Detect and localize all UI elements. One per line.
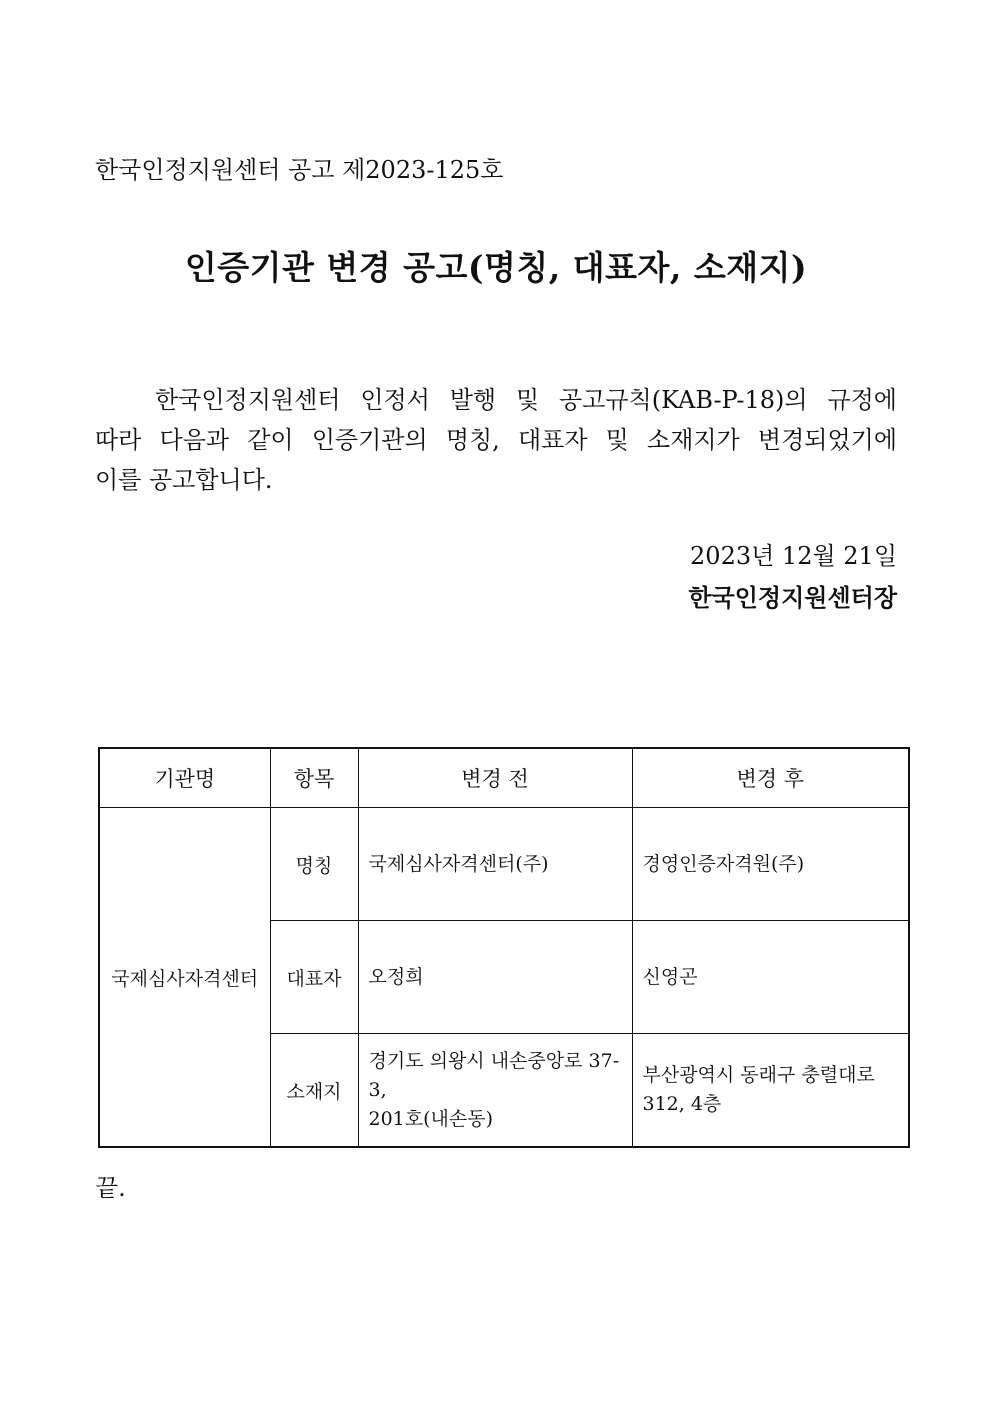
org-name-cell: 국제심사자격센터 xyxy=(99,808,270,1148)
notice-body xyxy=(95,380,897,500)
issuer-name: 한국인정지원센터장 xyxy=(688,583,897,612)
body-line-3: 이를 공고합니다. xyxy=(95,466,273,494)
table-header-row xyxy=(99,748,909,808)
before-address-line-1: 경기도 의왕시 내손중앙로 37-3, xyxy=(368,1049,620,1101)
before-cell: 국제심사자격센터(주) xyxy=(358,808,632,921)
item-cell: 대표자 xyxy=(270,921,358,1034)
before-cell: 오정희 xyxy=(358,921,632,1034)
end-mark: 끝. xyxy=(95,1174,126,1202)
item-cell: 명칭 xyxy=(270,808,358,921)
after-address-line-1: 부산광역시 동래구 충렬대로 xyxy=(642,1064,875,1086)
change-table xyxy=(98,747,910,1148)
after-cell: 신영곤 xyxy=(632,921,909,1034)
header-before: 변경 전 xyxy=(358,748,632,808)
notice-number: 한국인정지원센터 공고 제2023-125호 xyxy=(95,156,504,184)
document-title: 인증기관 변경 공고(명칭, 대표자, 소재지) xyxy=(184,248,808,287)
before-cell xyxy=(358,1034,632,1148)
item-cell: 소재지 xyxy=(270,1034,358,1148)
header-item: 항목 xyxy=(270,748,358,808)
notice-date: 2023년 12월 21일 xyxy=(690,542,897,570)
table-row xyxy=(99,808,909,921)
header-after: 변경 후 xyxy=(632,748,909,808)
header-org-name: 기관명 xyxy=(99,748,270,808)
after-cell: 경영인증자격원(주) xyxy=(632,808,909,921)
after-cell xyxy=(632,1034,909,1148)
body-line-1: 한국인정지원센터 인정서 발행 및 공고규칙(KAB-P-18)의 규정에 xyxy=(155,386,897,414)
before-address-line-2: 201호(내손동) xyxy=(368,1107,494,1130)
body-line-2: 따라 다음과 같이 인증기관의 명칭, 대표자 및 소재지가 변경되었기에 xyxy=(95,426,897,454)
after-address-line-2: 312, 4층 xyxy=(642,1093,722,1115)
